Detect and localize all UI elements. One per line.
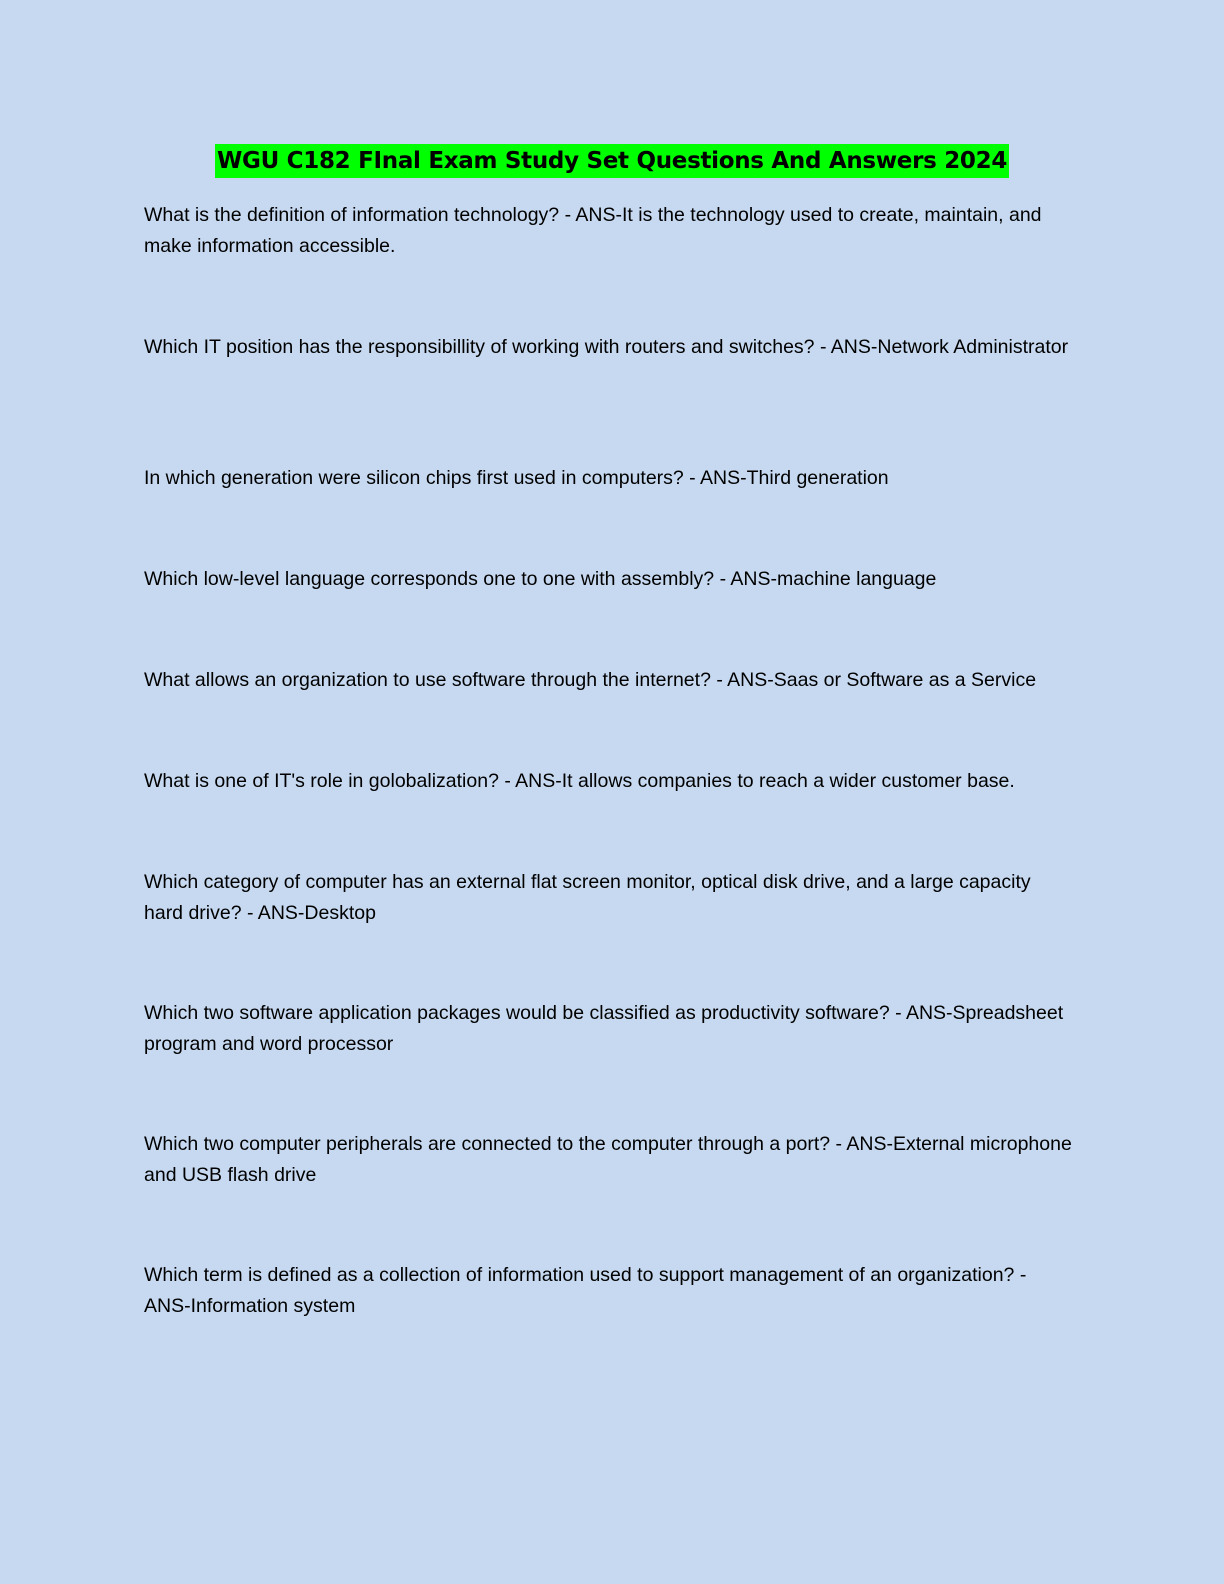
title-container (0, 144, 1224, 178)
qa-item: Which IT position has the responsibillity of working with routers and switches? - ANS-Network Administrator (144, 336, 1069, 358)
qa-item: Which category of computer has an external flat screen monitor, optical disk drive, and a large capacity hard drive? - ANS-Desktop (144, 871, 1031, 924)
qa-item: Which term is defined as a collection of information used to support management of an organization? - ANS-Information system (144, 1264, 1027, 1317)
qa-item: Which two computer peripherals are connected to the computer through a port? - ANS-External microphone and USB flash drive (144, 1133, 1072, 1186)
qa-item: In which generation were silicon chips first used in computers? - ANS-Third generation (144, 467, 889, 489)
qa-item: What allows an organization to use software through the internet? - ANS-Saas or Software as a Service (144, 669, 1037, 691)
qa-item: What is one of IT's role in golobalization? - ANS-It allows companies to reach a wider customer base. (144, 770, 1015, 792)
qa-item: Which low-level language corresponds one to one with assembly? - ANS-machine language (144, 568, 937, 590)
qa-item: Which two software application packages would be classified as productivity software? - ANS-Spreadsheet program and word processor (144, 1002, 1064, 1055)
document-title: WGU C182 FInal Exam Study Set Questions And Answers 2024 (215, 144, 1009, 178)
qa-item: What is the definition of information technology? - ANS-It is the technology used to create, maintain, and make information accessible. (144, 204, 1042, 257)
